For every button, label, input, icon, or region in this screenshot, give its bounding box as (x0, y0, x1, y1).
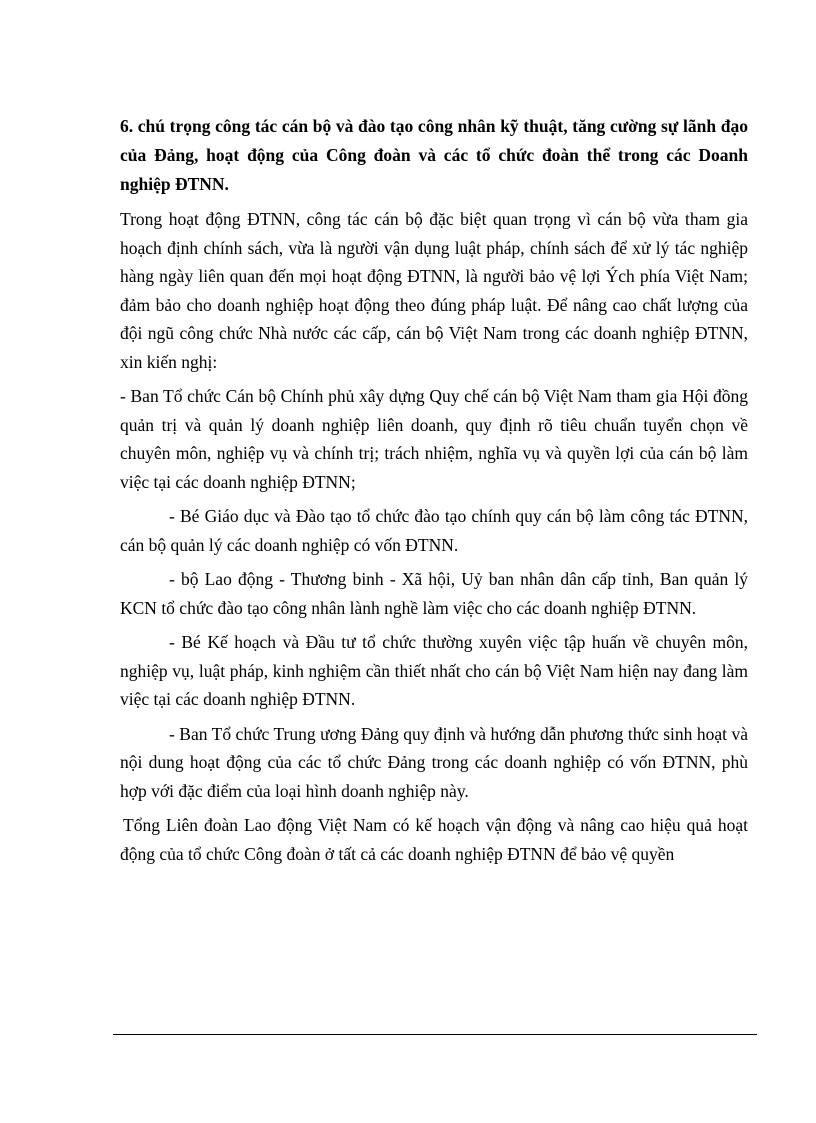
paragraph-intro: Trong hoạt động ĐTNN, công tác cán bộ đặc biệt quan trọng vì cán bộ vừa tham gia hoạch định chính sách, vừa là người vận dụng luật pháp, chính sách để xử lý tác nghiệp hàng ngày liên quan đến mọi hoạt động ĐTNN, là người bảo vệ lợi Ých phía Việt Nam; đảm bảo cho doanh nghiệp hoạt động theo đúng pháp luật. Để nâng cao chất lượng của đội ngũ công chức Nhà nước các cấp, cán bộ Việt Nam trong các doanh nghiệp ĐTNN, xin kiến nghị: (120, 209, 748, 372)
paragraph-recommendation-3: - bộ Lao động - Thương binh - Xã hội, Uỷ ban nhân dân cấp tỉnh, Ban quản lý KCN tổ chức đào tạo công nhân lành nghề làm việc cho các doanh nghiệp ĐTNN. (120, 569, 748, 618)
paragraph-recommendation-2: - Bé Giáo dục và Đào tạo tổ chức đào tạo chính quy cán bộ làm công tác ĐTNN, cán bộ quản lý các doanh nghiệp có vốn ĐTNN. (120, 506, 748, 555)
document-body (120, 112, 748, 874)
paragraph-recommendation-4: - Bé Kế hoạch và Đầu tư tổ chức thường xuyên việc tập huấn về chuyên môn, nghiệp vụ, luật pháp, kinh nghiệm cần thiết nhất cho cán bộ Việt Nam hiện nay đang làm việc tại các doanh nghiệp ĐTNN. (120, 632, 748, 709)
section-heading: 6. chú trọng công tác cán bộ và đào tạo công nhân kỹ thuật, tăng cường sự lãnh đạo của Đảng, hoạt động của Công đoàn và các tổ chức đoàn thể trong các Doanh nghiệp ĐTNN. (120, 116, 748, 194)
paragraph-recommendation-5: - Ban Tổ chức Trung ương Đảng quy định và hướng dẫn phương thức sinh hoạt và nội dung hoạt động của các tổ chức Đảng trong các doanh nghiệp có vốn ĐTNN, phù hợp với đặc điểm của loại hình doanh nghiệp này. (120, 723, 748, 801)
paragraph-trade-union: Tổng Liên đoàn Lao động Việt Nam có kế hoạch vận động và nâng cao hiệu quả hoạt động của tổ chức Công đoàn ở tất cả các doanh nghiệp ĐTNN để bảo vệ quyền (120, 815, 748, 864)
paragraph-recommendation-1: - Ban Tổ chức Cán bộ Chính phủ xây dựng Quy chế cán bộ Việt Nam tham gia Hội đồng quản trị và quản lý doanh nghiệp liên doanh, quy định rõ tiêu chuẩn tuyển chọn về chuyên môn, nghiệp vụ và chính trị; trách nhiệm, nghĩa vụ và quyền lợi của cán bộ làm việc tại các doanh nghiệp ĐTNN; (120, 386, 748, 492)
footer-divider (113, 1034, 757, 1035)
